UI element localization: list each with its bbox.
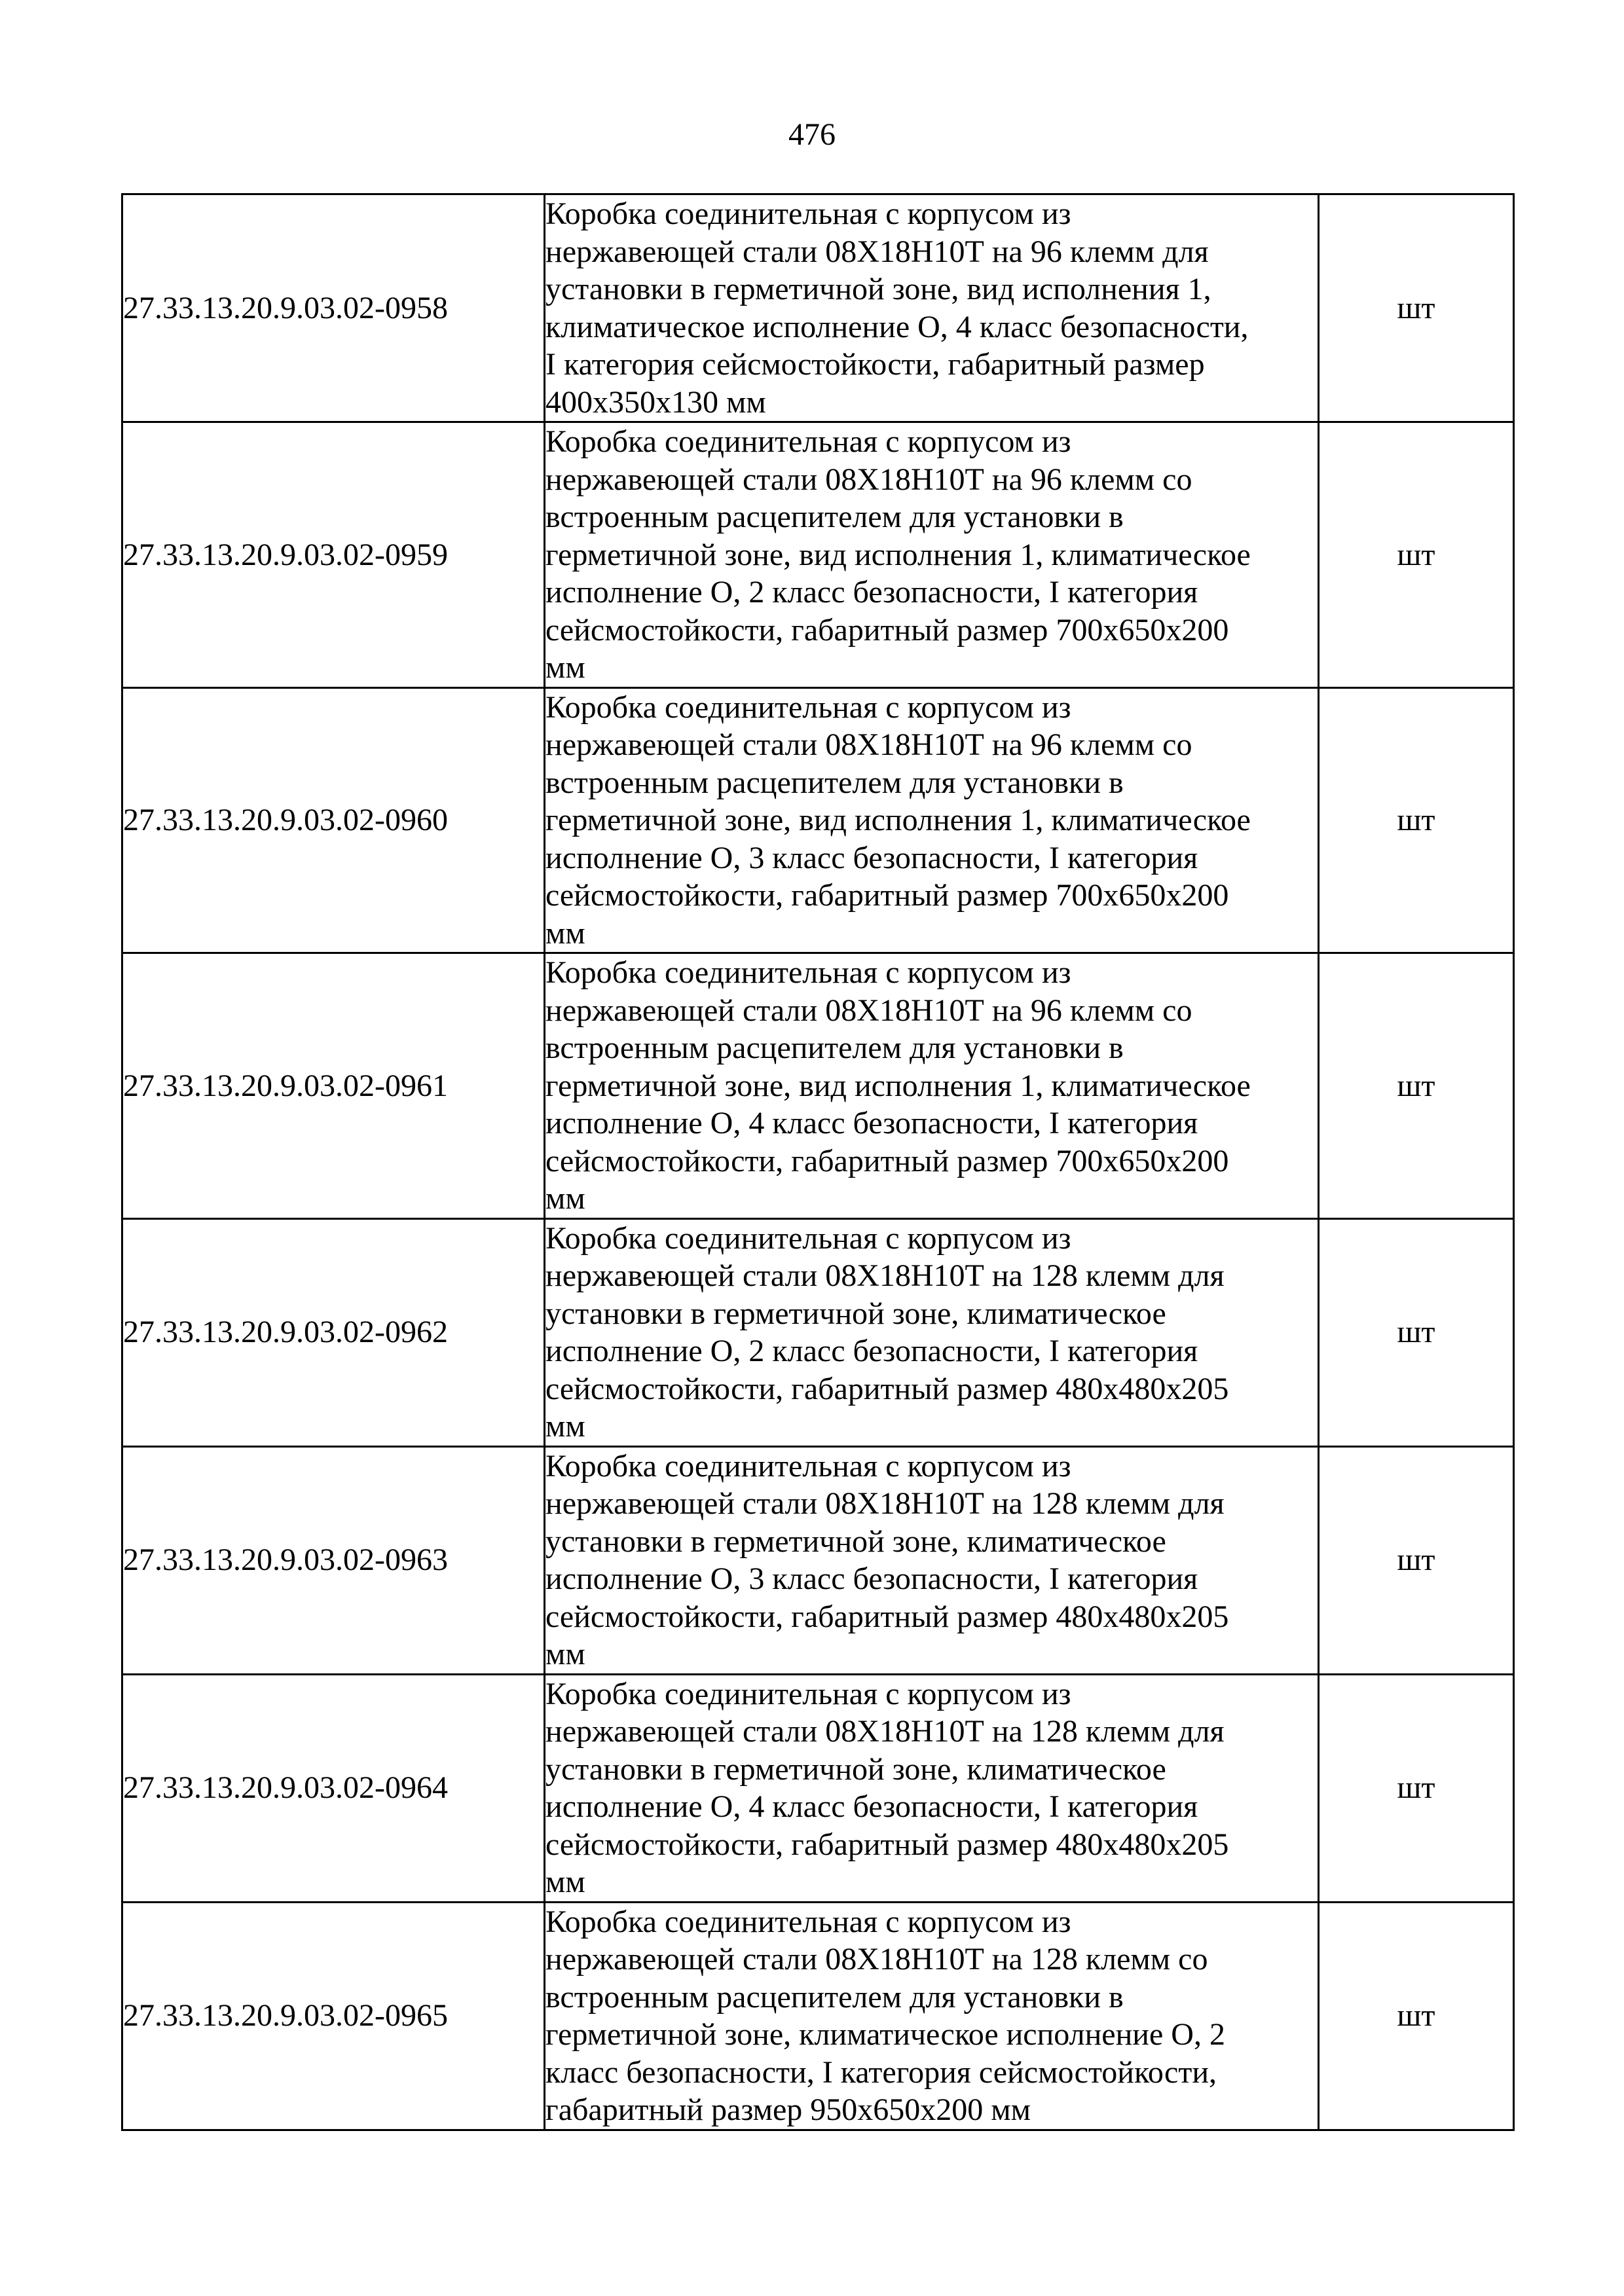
- description-line: герметичной зоне, вид исполнения 1, климатическое: [545, 803, 1251, 837]
- table-row: [122, 953, 1514, 1219]
- description-line: встроенным расцепителем для установки в: [545, 765, 1124, 800]
- description-line: Коробка соединительная с корпусом из: [545, 1904, 1071, 1939]
- description-line: установки в герметичной зоне, климатическое: [545, 1751, 1166, 1787]
- description-line: мм: [545, 1181, 585, 1216]
- description-line: сейсмостойкости, габаритный размер 700х650х200: [545, 1143, 1229, 1178]
- unit-of-measure: шт: [1319, 1674, 1514, 1902]
- resource-description: [545, 1674, 1319, 1902]
- description-line: нержавеющей стали 08Х18Н10Т на 96 клемм для: [545, 234, 1209, 269]
- description-line: нержавеющей стали 08Х18Н10Т на 128 клемм для: [545, 1486, 1225, 1521]
- unit-of-measure: шт: [1319, 422, 1514, 688]
- unit-of-measure: шт: [1319, 1902, 1514, 2130]
- description-line: нержавеющей стали 08Х18Н10Т на 96 клемм со: [545, 727, 1192, 762]
- description-line: исполнение О, 3 класс безопасности, I категория: [545, 840, 1198, 875]
- description-line: нержавеющей стали 08Х18Н10Т на 96 клемм со: [545, 462, 1192, 497]
- description-line: габаритный размер 950х650х200 мм: [545, 2092, 1031, 2127]
- description-line: исполнение О, 2 класс безопасности, I категория: [545, 1334, 1198, 1368]
- description-line: нержавеющей стали 08Х18Н10Т на 96 клемм со: [545, 993, 1192, 1028]
- resource-code: 27.33.13.20.9.03.02-0964: [122, 1674, 545, 1902]
- table-row: [122, 194, 1514, 422]
- resource-description: [545, 194, 1319, 422]
- resource-code: 27.33.13.20.9.03.02-0963: [122, 1446, 545, 1674]
- table-row: [122, 1218, 1514, 1446]
- description-line: мм: [545, 650, 585, 685]
- description-line: климатическое исполнение О, 4 класс безопасности,: [545, 309, 1249, 344]
- table-row: [122, 687, 1514, 953]
- description-line: герметичной зоне, вид исполнения 1, климатическое: [545, 1068, 1251, 1103]
- description-line: герметичной зоне, климатическое исполнение О, 2: [545, 2017, 1225, 2052]
- resource-code: 27.33.13.20.9.03.02-0961: [122, 953, 545, 1219]
- description-line: нержавеющей стали 08Х18Н10Т на 128 клемм для: [545, 1714, 1225, 1749]
- description-line: Коробка соединительная с корпусом из: [545, 1448, 1071, 1484]
- description-line: Коробка соединительная с корпусом из: [545, 424, 1071, 459]
- unit-of-measure: шт: [1319, 1446, 1514, 1674]
- table-row: [122, 1674, 1514, 1902]
- description-line: мм: [545, 1637, 585, 1671]
- description-line: установки в герметичной зоне, климатическое: [545, 1296, 1166, 1331]
- description-line: встроенным расцепителем для установки в: [545, 1979, 1124, 2014]
- description-line: нержавеющей стали 08Х18Н10Т на 128 клемм для: [545, 1258, 1225, 1293]
- description-line: герметичной зоне, вид исполнения 1, климатическое: [545, 537, 1251, 572]
- resource-code: 27.33.13.20.9.03.02-0959: [122, 422, 545, 688]
- description-line: мм: [545, 1409, 585, 1444]
- resource-table: [121, 193, 1515, 2131]
- table-row: [122, 1902, 1514, 2130]
- resource-description: [545, 422, 1319, 688]
- resource-code: 27.33.13.20.9.03.02-0960: [122, 687, 545, 953]
- description-line: Коробка соединительная с корпусом из: [545, 1676, 1071, 1711]
- description-line: сейсмостойкости, габаритный размер 700х650х200: [545, 878, 1229, 913]
- description-line: исполнение О, 4 класс безопасности, I категория: [545, 1106, 1198, 1140]
- description-line: I категория сейсмостойкости, габаритный размер: [545, 347, 1205, 382]
- description-line: встроенным расцепителем для установки в: [545, 500, 1124, 534]
- resource-description: [545, 1218, 1319, 1446]
- description-line: встроенным расцепителем для установки в: [545, 1030, 1124, 1065]
- unit-of-measure: шт: [1319, 953, 1514, 1219]
- description-line: мм: [545, 1865, 585, 1899]
- resource-code: 27.33.13.20.9.03.02-0965: [122, 1902, 545, 2130]
- table-body: [122, 194, 1514, 2130]
- description-line: сейсмостойкости, габаритный размер 480х480х205: [545, 1599, 1229, 1634]
- resource-code: 27.33.13.20.9.03.02-0962: [122, 1218, 545, 1446]
- description-line: исполнение О, 4 класс безопасности, I категория: [545, 1789, 1198, 1824]
- resource-description: [545, 1902, 1319, 2130]
- table-row: [122, 1446, 1514, 1674]
- resource-description: [545, 687, 1319, 953]
- description-line: сейсмостойкости, габаритный размер 480х480х205: [545, 1827, 1229, 1862]
- description-line: Коробка соединительная с корпусом из: [545, 1220, 1071, 1256]
- description-line: исполнение О, 2 класс безопасности, I категория: [545, 575, 1198, 610]
- unit-of-measure: шт: [1319, 687, 1514, 953]
- description-line: 400x350x130 мм: [545, 384, 766, 420]
- description-line: установки в герметичной зоне, климатическое: [545, 1523, 1166, 1559]
- description-line: сейсмостойкости, габаритный размер 480х480х205: [545, 1371, 1229, 1406]
- description-line: установки в герметичной зоне, вид исполнения 1,: [545, 272, 1211, 306]
- description-line: Коробка соединительная с корпусом из: [545, 689, 1071, 725]
- description-line: Коробка соединительная с корпусом из: [545, 955, 1071, 990]
- resource-description: [545, 1446, 1319, 1674]
- unit-of-measure: шт: [1319, 1218, 1514, 1446]
- page-number: 476: [788, 117, 836, 152]
- description-line: сейсмостойкости, габаритный размер 700х650х200: [545, 612, 1229, 647]
- table-row: [122, 422, 1514, 688]
- resource-code: 27.33.13.20.9.03.02-0958: [122, 194, 545, 422]
- description-line: класс безопасности, I категория сейсмостойкости,: [545, 2054, 1217, 2090]
- description-line: мм: [545, 915, 585, 951]
- description-line: Коробка соединительная с корпусом из: [545, 196, 1071, 231]
- unit-of-measure: шт: [1319, 194, 1514, 422]
- description-line: исполнение О, 3 класс безопасности, I категория: [545, 1561, 1198, 1596]
- description-line: нержавеющей стали 08Х18Н10Т на 128 клемм со: [545, 1942, 1208, 1977]
- resource-description: [545, 953, 1319, 1219]
